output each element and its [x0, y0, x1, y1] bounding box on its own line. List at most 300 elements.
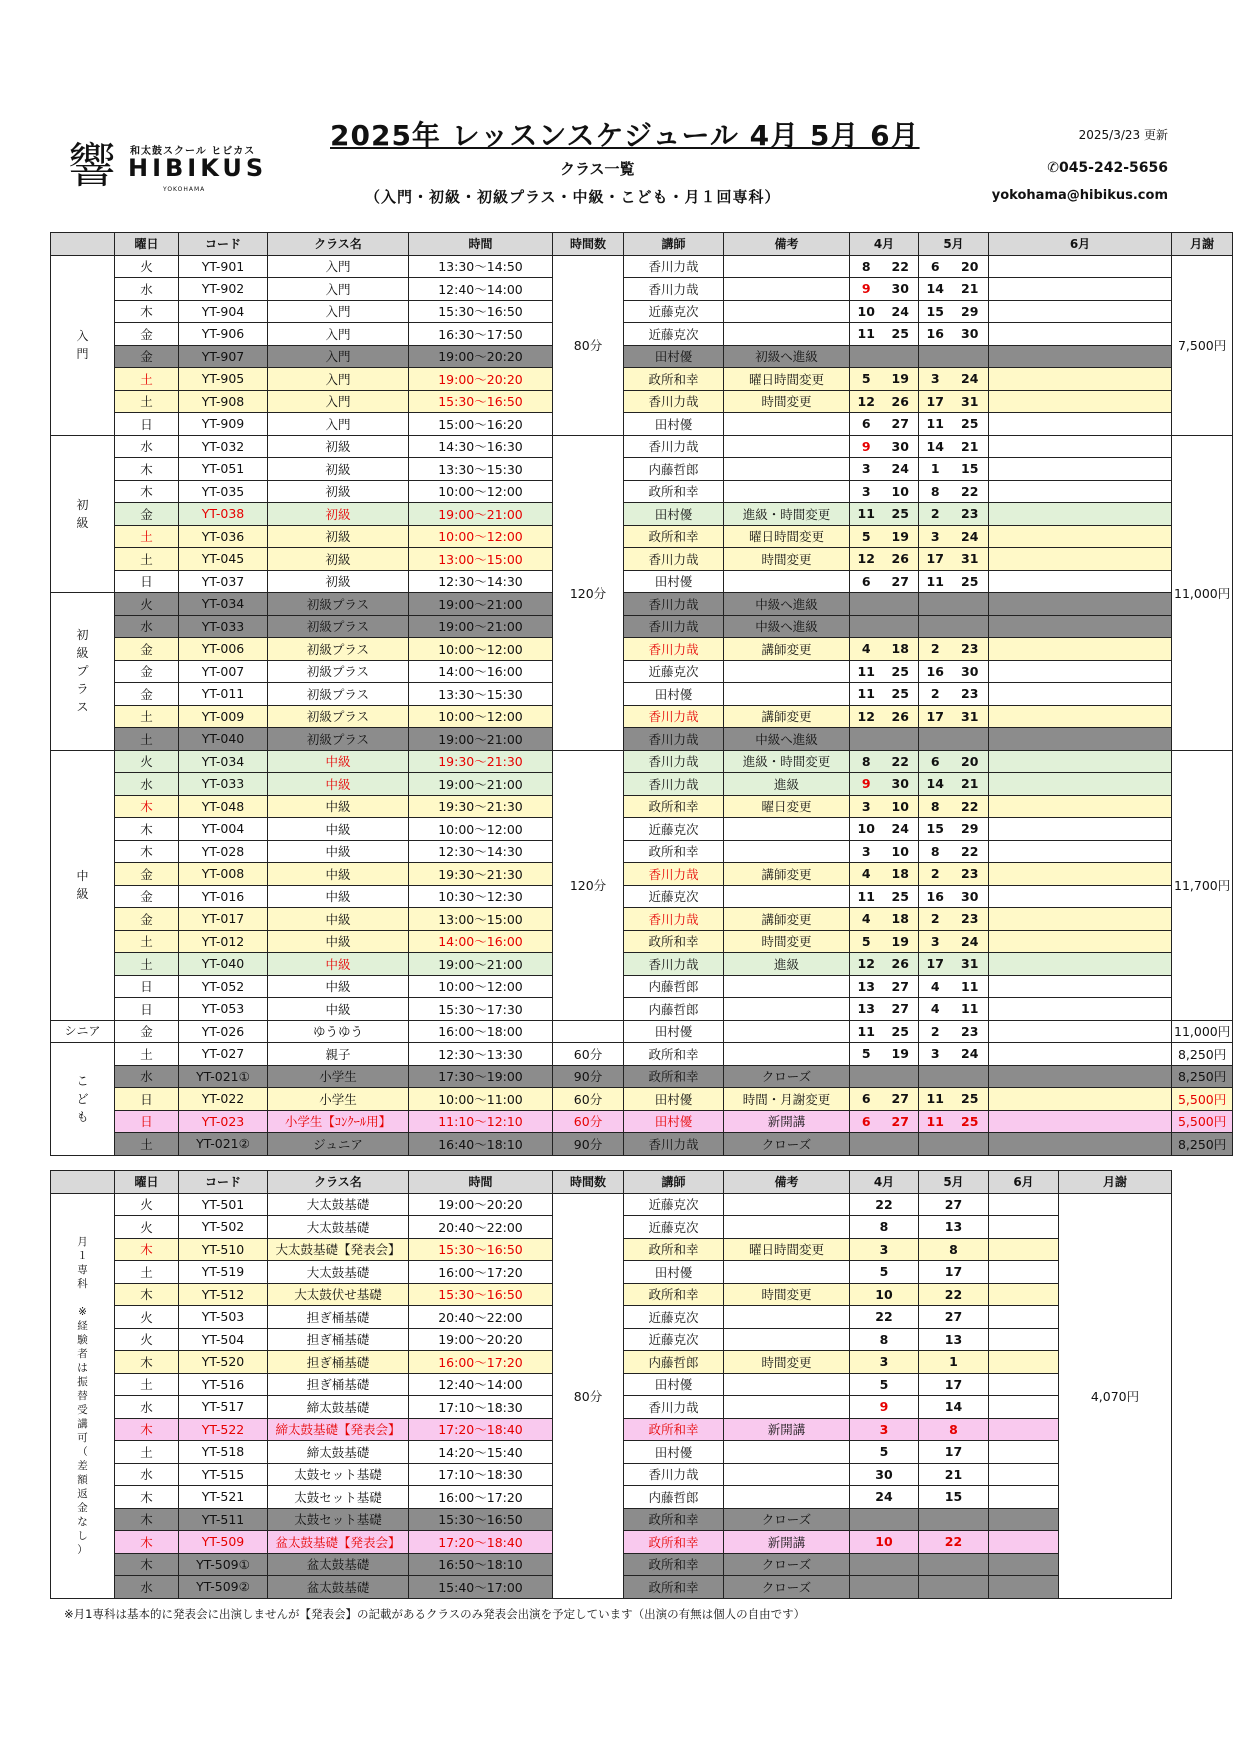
- cell-note: クローズ: [724, 1553, 850, 1576]
- cell-teacher: 香川力哉: [624, 705, 724, 728]
- cell-note: 講師変更: [724, 863, 850, 886]
- cell-may: 1: [919, 1351, 989, 1374]
- cell-day: 木: [115, 1238, 179, 1261]
- cell-time: 19:00～21:00: [409, 593, 553, 616]
- cell-april-1: 9: [850, 435, 883, 458]
- cell-june-2: [1059, 1043, 1172, 1066]
- cell-time: 10:00～12:00: [409, 638, 553, 661]
- cell-time: 15:40～17:00: [409, 1576, 553, 1599]
- cell-class-name: 初級: [268, 548, 409, 571]
- cell-april: 22: [850, 1193, 919, 1216]
- cell-class-name: 中級: [268, 795, 409, 818]
- cell-code: YT-511: [179, 1508, 268, 1531]
- cell-time: 19:00～20:20: [409, 368, 553, 391]
- cell-class-name: 盆太鼓基礎【発表会】: [268, 1531, 409, 1554]
- cell-note: 中級へ進級: [724, 615, 850, 638]
- cell-class-name: 盆太鼓基礎: [268, 1553, 409, 1576]
- cell-day: 火: [115, 1328, 179, 1351]
- cell-class-name: ジュニア: [268, 1133, 409, 1156]
- cell-time: 14:00～16:00: [409, 660, 553, 683]
- cell-may-2: 24: [952, 1043, 989, 1066]
- cell-note: 曜日時間変更: [724, 1238, 850, 1261]
- cell-may-1: 17: [919, 548, 952, 571]
- column-header: コード: [179, 233, 268, 256]
- table-row: [51, 480, 1233, 503]
- cell-note: [724, 1373, 850, 1396]
- cell-may-2: 23: [952, 503, 989, 526]
- cell-class-name: 太鼓セット基礎: [268, 1508, 409, 1531]
- cell-april-1: 9: [850, 773, 883, 796]
- cell-class-name: 大太鼓基礎【発表会】: [268, 1238, 409, 1261]
- cell-code: YT-040: [179, 728, 268, 751]
- cell-class-name: 担ぎ桶基礎: [268, 1306, 409, 1329]
- cell-fee: 11,000円: [1172, 435, 1233, 750]
- cell-code: YT-522: [179, 1418, 268, 1441]
- cell-time: 10:00～11:00: [409, 1088, 553, 1111]
- cell-april-1: 6: [850, 570, 883, 593]
- cell-duration: 80分: [553, 1193, 624, 1598]
- column-header: [51, 233, 115, 256]
- cell-june-2: [1059, 278, 1172, 301]
- cell-day: 火: [115, 593, 179, 616]
- cell-may-1: 16: [919, 885, 952, 908]
- cell-june-2: [1059, 863, 1172, 886]
- table-row: [51, 795, 1233, 818]
- cell-code: YT-906: [179, 323, 268, 346]
- cell-may: 22: [919, 1531, 989, 1554]
- cell-code: YT-515: [179, 1463, 268, 1486]
- cell-note: [724, 683, 850, 706]
- cell-teacher: 田村優: [624, 345, 724, 368]
- column-header: クラス名: [268, 1171, 409, 1194]
- cell-june-2: [1059, 885, 1172, 908]
- cell-april-1: 3: [850, 795, 883, 818]
- cell-april-1: 4: [850, 638, 883, 661]
- cell-may-1: 6: [919, 255, 952, 278]
- column-header: 曜日: [115, 233, 179, 256]
- cell-june-1: [989, 930, 1059, 953]
- cell-time: 19:00～21:00: [409, 953, 553, 976]
- cell-april-1: 5: [850, 368, 883, 391]
- cell-may-1: 1: [919, 458, 952, 481]
- cell-class-name: 中級: [268, 840, 409, 863]
- cell-duration: 60分: [553, 1088, 624, 1111]
- group-label: こ ど も: [51, 1043, 115, 1156]
- logo-brand: HIBIKUS: [128, 154, 268, 182]
- column-header: 講師: [624, 233, 724, 256]
- cell-day: 木: [115, 458, 179, 481]
- cell-code: YT-023: [179, 1110, 268, 1133]
- cell-day: 水: [115, 435, 179, 458]
- cell-note: [724, 1396, 850, 1419]
- cell-code: YT-027: [179, 1043, 268, 1066]
- cell-april: [850, 1553, 919, 1576]
- cell-may: 27: [919, 1306, 989, 1329]
- cell-june-2: [1059, 773, 1172, 796]
- cell-code: YT-509: [179, 1531, 268, 1554]
- phone-text: 045-242-5656: [1058, 160, 1168, 176]
- cell-teacher: 政所和幸: [624, 1238, 724, 1261]
- cell-april-1: 12: [850, 390, 883, 413]
- cell-duration: 60分: [553, 1043, 624, 1066]
- cell-code: YT-520: [179, 1351, 268, 1374]
- cell-time: 19:30～21:30: [409, 795, 553, 818]
- column-header: 時間数: [553, 1171, 624, 1194]
- cell-june-1: [989, 863, 1059, 886]
- cell-april-1: 3: [850, 840, 883, 863]
- cell-april-1: 6: [850, 1110, 883, 1133]
- cell-june-1: [989, 683, 1059, 706]
- cell-note: [724, 255, 850, 278]
- cell-june-2: [1059, 480, 1172, 503]
- cell-june-1: [989, 300, 1059, 323]
- cell-april-1: 8: [850, 255, 883, 278]
- table-header: [51, 1171, 1172, 1194]
- cell-time: 11:10～12:10: [409, 1110, 553, 1133]
- cell-note: 新開講: [724, 1418, 850, 1441]
- table-row: [51, 615, 1233, 638]
- cell-time: 19:30～21:30: [409, 863, 553, 886]
- cell-day: 木: [115, 480, 179, 503]
- cell-april-2: [883, 345, 919, 368]
- cell-june-2: [1059, 908, 1172, 931]
- cell-code: YT-509②: [179, 1576, 268, 1599]
- phone-icon: ✆: [1047, 160, 1059, 176]
- group-label: 月 １ 専 科 ※ 経 験 者 は 振 替 受 講 可 （ 差 額 返 金 な し ）: [51, 1193, 115, 1598]
- cell-class-name: 大太鼓基礎: [268, 1216, 409, 1239]
- cell-may-2: 29: [952, 818, 989, 841]
- cell-class-name: 初級: [268, 503, 409, 526]
- cell-note: [724, 660, 850, 683]
- cell-day: 土: [115, 1043, 179, 1066]
- cell-class-name: 初級: [268, 570, 409, 593]
- table-row: [51, 953, 1233, 976]
- cell-time: 12:30～13:30: [409, 1043, 553, 1066]
- page-title: 2025年 レッスンスケジュール 4月 5月 6月: [330, 119, 920, 152]
- table-row: [51, 323, 1233, 346]
- cell-time: 10:00～12:00: [409, 480, 553, 503]
- table-row: [51, 413, 1233, 436]
- cell-june: [989, 1261, 1059, 1284]
- table-row: [51, 930, 1233, 953]
- cell-class-name: 初級: [268, 435, 409, 458]
- cell-teacher: 近藤克次: [624, 300, 724, 323]
- cell-day: 木: [115, 795, 179, 818]
- cell-day: 木: [115, 1351, 179, 1374]
- cell-teacher: 香川力哉: [624, 615, 724, 638]
- logo-mark: 響: [68, 138, 117, 194]
- cell-april-2: 27: [883, 998, 919, 1021]
- cell-time: 15:00～16:20: [409, 413, 553, 436]
- cell-note: [724, 1261, 850, 1284]
- cell-day: 土: [115, 705, 179, 728]
- cell-time: 16:00～18:00: [409, 1020, 553, 1043]
- cell-note: 新開講: [724, 1110, 850, 1133]
- column-header: 備考: [724, 1171, 850, 1194]
- cell-june-1: [989, 1133, 1059, 1156]
- cell-time: 15:30～16:50: [409, 300, 553, 323]
- cell-day: 木: [115, 1531, 179, 1554]
- cell-time: 19:00～21:00: [409, 503, 553, 526]
- cell-may: 13: [919, 1216, 989, 1239]
- cell-may: 8: [919, 1238, 989, 1261]
- table-body: [51, 1193, 1172, 1598]
- cell-time: 20:40～22:00: [409, 1306, 553, 1329]
- cell-june-2: [1059, 413, 1172, 436]
- cell-time: 15:30～16:50: [409, 1508, 553, 1531]
- cell-note: クローズ: [724, 1065, 850, 1088]
- cell-class-name: 太鼓セット基礎: [268, 1463, 409, 1486]
- cell-time: 15:30～16:50: [409, 1238, 553, 1261]
- cell-code: YT-021②: [179, 1133, 268, 1156]
- cell-note: [724, 818, 850, 841]
- cell-class-name: 初級プラス: [268, 638, 409, 661]
- cell-code: YT-051: [179, 458, 268, 481]
- cell-april-1: 8: [850, 750, 883, 773]
- cell-code: YT-902: [179, 278, 268, 301]
- cell-day: 土: [115, 390, 179, 413]
- cell-note: 進級・時間変更: [724, 503, 850, 526]
- table-row: [51, 1193, 1172, 1216]
- cell-day: 金: [115, 660, 179, 683]
- cell-june: [989, 1441, 1059, 1464]
- cell-may-1: 11: [919, 413, 952, 436]
- table-row: [51, 863, 1233, 886]
- cell-april-2: 25: [883, 323, 919, 346]
- cell-teacher: 田村優: [624, 1373, 724, 1396]
- cell-day: 金: [115, 345, 179, 368]
- cell-code: YT-501: [179, 1193, 268, 1216]
- cell-may-1: 15: [919, 300, 952, 323]
- cell-april-1: [850, 1133, 883, 1156]
- cell-day: 金: [115, 908, 179, 931]
- cell-day: 土: [115, 1373, 179, 1396]
- cell-april: 8: [850, 1216, 919, 1239]
- cell-april-1: 6: [850, 1088, 883, 1111]
- cell-teacher: 政所和幸: [624, 795, 724, 818]
- cell-april-2: 24: [883, 458, 919, 481]
- cell-april-1: [850, 593, 883, 616]
- table-row: [51, 728, 1233, 751]
- cell-may-2: 23: [952, 908, 989, 931]
- cell-teacher: 田村優: [624, 1020, 724, 1043]
- cell-may-2: [952, 615, 989, 638]
- cell-teacher: 内藤哲郎: [624, 975, 724, 998]
- cell-june-1: [989, 728, 1059, 751]
- cell-class-name: 入門: [268, 278, 409, 301]
- cell-teacher: 田村優: [624, 1110, 724, 1133]
- cell-may-2: 23: [952, 863, 989, 886]
- cell-may: 21: [919, 1463, 989, 1486]
- cell-day: 木: [115, 840, 179, 863]
- cell-june-1: [989, 1110, 1059, 1133]
- cell-time: 17:10～18:30: [409, 1463, 553, 1486]
- cell-note: [724, 1486, 850, 1509]
- column-header: 月謝: [1059, 1171, 1172, 1194]
- cell-time: 12:30～14:30: [409, 570, 553, 593]
- cell-may-1: 8: [919, 795, 952, 818]
- cell-may: 27: [919, 1193, 989, 1216]
- cell-note: [724, 278, 850, 301]
- cell-note: [724, 480, 850, 503]
- cell-day: 水: [115, 1396, 179, 1419]
- cell-day: 金: [115, 323, 179, 346]
- cell-teacher: 田村優: [624, 413, 724, 436]
- cell-may-2: 21: [952, 278, 989, 301]
- cell-code: YT-517: [179, 1396, 268, 1419]
- cell-april-2: 30: [883, 278, 919, 301]
- cell-april-2: [883, 1133, 919, 1156]
- cell-june: [989, 1283, 1059, 1306]
- cell-note: [724, 1441, 850, 1464]
- cell-june-2: [1059, 503, 1172, 526]
- cell-april-2: [883, 615, 919, 638]
- cell-code: YT-036: [179, 525, 268, 548]
- table-header: [51, 233, 1233, 256]
- cell-class-name: 初級プラス: [268, 615, 409, 638]
- cell-may-2: 11: [952, 975, 989, 998]
- cell-teacher: 近藤克次: [624, 1328, 724, 1351]
- cell-april-1: 12: [850, 548, 883, 571]
- cell-may-2: 25: [952, 1110, 989, 1133]
- cell-may-1: 14: [919, 278, 952, 301]
- cell-class-name: 初級プラス: [268, 593, 409, 616]
- logo-subtitle: 和太鼓スクール ヒビカス: [130, 146, 256, 157]
- cell-code: YT-907: [179, 345, 268, 368]
- cell-time: 10:00～12:00: [409, 705, 553, 728]
- cell-teacher: 香川力哉: [624, 593, 724, 616]
- cell-june-2: [1059, 1133, 1172, 1156]
- cell-day: 火: [115, 1193, 179, 1216]
- cell-fee: 7,500円: [1172, 255, 1233, 435]
- cell-teacher: 近藤克次: [624, 323, 724, 346]
- column-header: 4月: [850, 233, 919, 256]
- cell-april-2: 10: [883, 840, 919, 863]
- column-header: 時間: [409, 1171, 553, 1194]
- cell-time: 17:20～18:40: [409, 1531, 553, 1554]
- table-row: [51, 705, 1233, 728]
- group-label: 入 門: [51, 255, 115, 435]
- cell-april: 5: [850, 1441, 919, 1464]
- table-row: [51, 548, 1233, 571]
- cell-june: [989, 1531, 1059, 1554]
- cell-teacher: 政所和幸: [624, 525, 724, 548]
- cell-code: YT-007: [179, 660, 268, 683]
- cell-class-name: 中級: [268, 998, 409, 1021]
- column-header: コード: [179, 1171, 268, 1194]
- cell-june-1: [989, 570, 1059, 593]
- cell-note: 講師変更: [724, 908, 850, 931]
- cell-may-1: 15: [919, 818, 952, 841]
- cell-time: 15:30～17:30: [409, 998, 553, 1021]
- cell-june-2: [1059, 570, 1172, 593]
- page-subtitle: クラス一覧: [560, 160, 635, 178]
- cell-time: 20:40～22:00: [409, 1216, 553, 1239]
- cell-may-2: 20: [952, 255, 989, 278]
- cell-class-name: 親子: [268, 1043, 409, 1066]
- cell-may-2: [952, 1065, 989, 1088]
- table-row: [51, 885, 1233, 908]
- cell-teacher: 香川力哉: [624, 390, 724, 413]
- cell-day: 木: [115, 1486, 179, 1509]
- cell-time: 15:30～16:50: [409, 390, 553, 413]
- cell-june-1: [989, 345, 1059, 368]
- cell-june-2: [1059, 368, 1172, 391]
- cell-class-name: ゆうゆう: [268, 1020, 409, 1043]
- cell-june: [989, 1328, 1059, 1351]
- cell-code: YT-038: [179, 503, 268, 526]
- cell-june: [989, 1373, 1059, 1396]
- cell-code: YT-006: [179, 638, 268, 661]
- table-row: [51, 458, 1233, 481]
- school-logo: [68, 136, 268, 206]
- cell-may-1: 17: [919, 705, 952, 728]
- cell-class-name: 小学生: [268, 1065, 409, 1088]
- cell-april-2: 24: [883, 818, 919, 841]
- cell-teacher: 政所和幸: [624, 1576, 724, 1599]
- cell-time: 13:00～15:00: [409, 548, 553, 571]
- cell-may-1: 2: [919, 638, 952, 661]
- table-row: [51, 660, 1233, 683]
- cell-class-name: 小学生【ｺﾝｸｰﾙ用】: [268, 1110, 409, 1133]
- cell-duration: 80分: [553, 255, 624, 435]
- cell-april-1: 5: [850, 1043, 883, 1066]
- cell-day: 火: [115, 1216, 179, 1239]
- cell-april: 3: [850, 1418, 919, 1441]
- cell-june-2: [1059, 1065, 1172, 1088]
- cell-april-1: 5: [850, 525, 883, 548]
- cell-april-2: 26: [883, 390, 919, 413]
- cell-june-1: [989, 1043, 1059, 1066]
- cell-may: [919, 1508, 989, 1531]
- cell-april-1: 4: [850, 863, 883, 886]
- cell-note: 進級・時間変更: [724, 750, 850, 773]
- cell-code: YT-045: [179, 548, 268, 571]
- cell-april-2: 19: [883, 1043, 919, 1066]
- cell-june-1: [989, 548, 1059, 571]
- cell-teacher: 香川力哉: [624, 773, 724, 796]
- cell-time: 12:30～14:30: [409, 840, 553, 863]
- cell-may-1: 2: [919, 1020, 952, 1043]
- cell-class-name: 入門: [268, 368, 409, 391]
- cell-june-2: [1059, 525, 1172, 548]
- cell-note: [724, 975, 850, 998]
- cell-june-1: [989, 953, 1059, 976]
- cell-note: 時間変更: [724, 930, 850, 953]
- cell-june: [989, 1193, 1059, 1216]
- cell-code: YT-026: [179, 1020, 268, 1043]
- cell-time: 19:00～21:00: [409, 773, 553, 796]
- cell-day: 水: [115, 773, 179, 796]
- cell-time: 15:30～16:50: [409, 1283, 553, 1306]
- cell-code: YT-052: [179, 975, 268, 998]
- cell-day: 土: [115, 728, 179, 751]
- cell-may-2: 22: [952, 480, 989, 503]
- cell-april: 5: [850, 1261, 919, 1284]
- cell-note: [724, 840, 850, 863]
- cell-code: YT-016: [179, 885, 268, 908]
- cell-day: 木: [115, 818, 179, 841]
- cell-teacher: 内藤哲郎: [624, 458, 724, 481]
- cell-june-2: [1059, 728, 1172, 751]
- cell-class-name: 初級: [268, 480, 409, 503]
- cell-may-2: 23: [952, 683, 989, 706]
- cell-may: [919, 1576, 989, 1599]
- cell-june-2: [1059, 323, 1172, 346]
- cell-april-1: 11: [850, 885, 883, 908]
- table-row: [51, 975, 1233, 998]
- cell-june-1: [989, 705, 1059, 728]
